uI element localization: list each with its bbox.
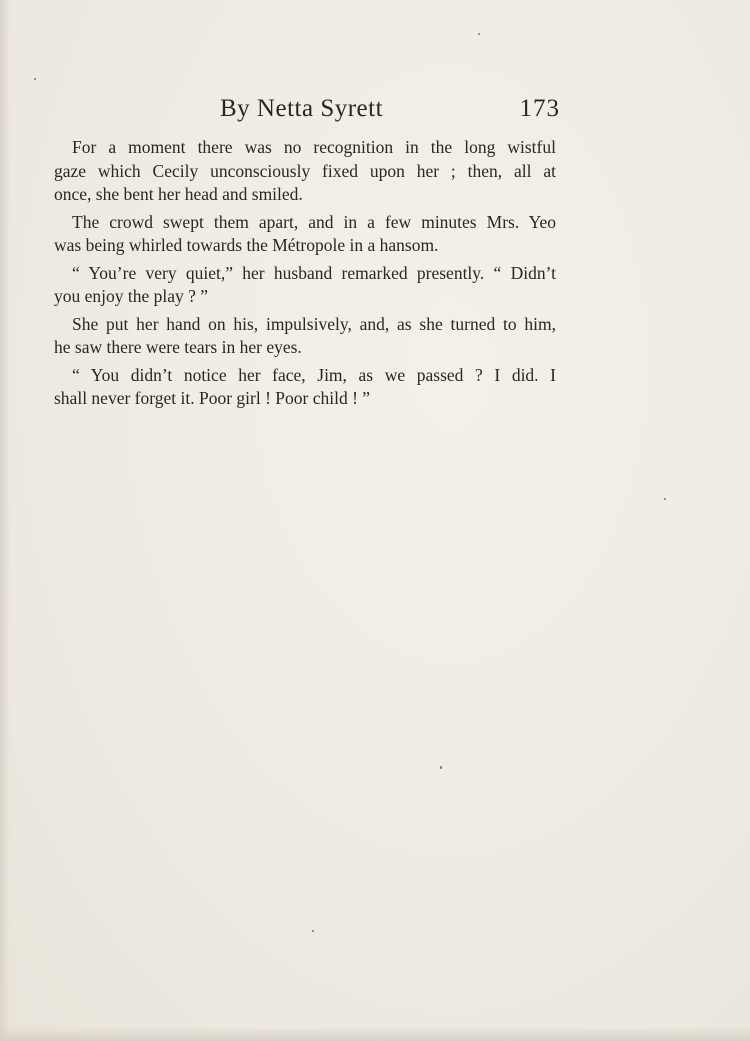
text-line: For a moment there was no recognition in the long wistful [72,137,556,157]
text-line: once, she bent her head and smiled. [54,184,303,204]
text-line: The crowd swept them apart, and in a few minutes Mrs. Yeo [72,211,556,232]
text-line: you enjoy the play ? ” [54,286,209,306]
paper-speck [440,766,442,769]
paragraph [54,313,556,360]
paragraph [54,211,556,258]
paragraph [54,364,556,411]
paper-speck [664,498,666,500]
text-line: shall never forget it. Poor girl ! Poor child ! ” [54,388,371,408]
page-number: 173 [519,95,560,122]
paper-speck [312,930,314,932]
text-line: was being whirled towards the Métropole in a hansom. [54,235,439,255]
text-line: She put her hand on his, impulsively, and, as she turned to him, [72,313,556,334]
paragraph [54,136,556,207]
body-text [54,136,556,411]
paper-speck [478,33,480,35]
paper-speck [34,78,36,80]
text-line: gaze which Cecily unconsciously fixed upon her ; then, all at [54,160,556,181]
text-line: “ You’re very quiet,” her husband remarked presently. “ Didn’t [72,262,556,283]
paragraph [54,262,556,309]
page-bottom-edge-shadow [0,1027,750,1041]
text-line: he saw there were tears in her eyes. [54,337,302,357]
page-header [220,95,560,127]
running-head: By Netta Syrett [220,95,384,122]
page-left-edge-shadow [0,0,10,1041]
text-line: “ You didn’t notice her face, Jim, as we passed ? I did. I [72,364,556,385]
